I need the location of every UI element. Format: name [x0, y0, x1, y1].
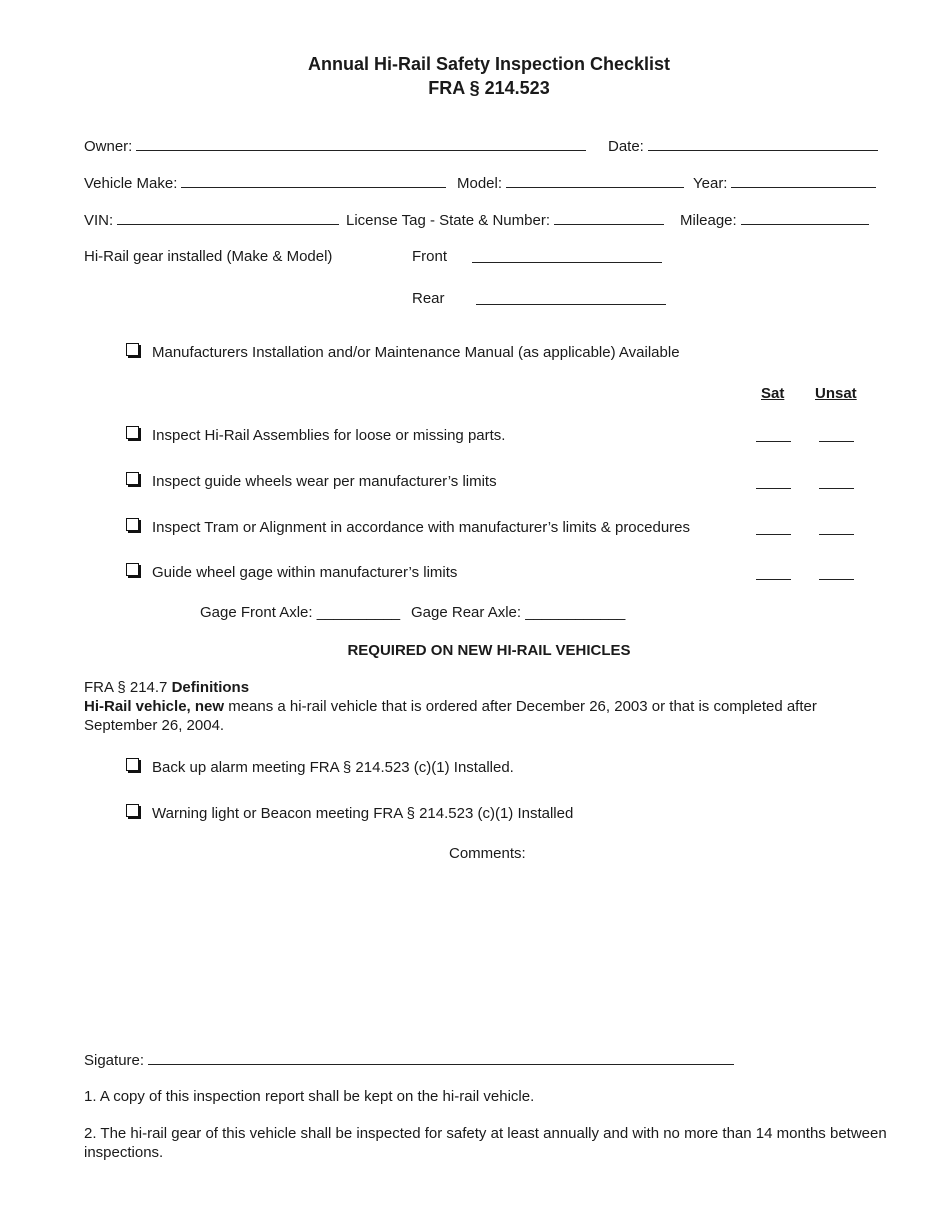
unsat-blank[interactable] — [819, 578, 854, 580]
unsat-blank[interactable] — [819, 440, 854, 442]
vin-label: VIN: — [84, 212, 114, 229]
backup-alarm-checkbox[interactable] — [126, 758, 139, 771]
rear-input-line[interactable] — [476, 304, 666, 305]
definition-term: Hi-Rail vehicle, new — [84, 698, 225, 715]
checklist-checkbox[interactable] — [126, 518, 139, 531]
required-heading: REQUIRED ON NEW HI-RAIL VEHICLES — [347, 642, 631, 659]
gage-rear-axle: Gage Rear Axle: ____________ — [411, 604, 626, 621]
comments-label: Comments: — [449, 845, 526, 862]
mileage-input-line[interactable] — [741, 210, 869, 225]
date-input-line[interactable] — [648, 136, 878, 151]
vehicle-make-input-line[interactable] — [181, 173, 446, 188]
year-input-line[interactable] — [731, 173, 876, 188]
unsat-blank[interactable] — [819, 487, 854, 489]
definition-paragraph — [84, 697, 874, 735]
backup-alarm-label: Back up alarm meeting FRA § 214.523 (c)(1) Installed. — [152, 759, 514, 776]
signature-label: Sigature: — [84, 1052, 145, 1069]
signature-input-line[interactable] — [148, 1050, 734, 1065]
mileage-label: Mileage: — [680, 212, 737, 229]
model-label: Model: — [457, 175, 503, 192]
definitions-heading — [84, 679, 249, 696]
unsat-column-header: Unsat — [815, 385, 857, 402]
license-tag-label: License Tag - State & Number: — [346, 212, 550, 229]
manual-checkbox[interactable] — [126, 343, 139, 356]
vin-input-line[interactable] — [117, 210, 339, 225]
page-title: Annual Hi-Rail Safety Inspection Checklist — [307, 54, 671, 74]
warning-light-checkbox[interactable] — [126, 804, 139, 817]
comments-area[interactable] — [84, 870, 884, 1030]
definitions-label: Definitions — [171, 679, 250, 696]
signature-field — [84, 1050, 734, 1069]
owner-field — [84, 136, 586, 155]
sat-column-header: Sat — [761, 385, 785, 402]
license-tag-field — [346, 210, 664, 229]
front-label: Front — [412, 248, 448, 265]
sat-blank[interactable] — [756, 440, 791, 442]
page-subtitle: FRA § 214.523 — [428, 78, 550, 98]
vehicle-make-label: Vehicle Make: — [84, 175, 178, 192]
license-tag-input-line[interactable] — [554, 210, 664, 225]
owner-label: Owner: — [84, 138, 133, 155]
manual-item-label: Manufacturers Installation and/or Maintenance Manual (as applicable) Available — [152, 344, 680, 361]
checklist-checkbox[interactable] — [126, 426, 139, 439]
year-label: Year: — [693, 175, 728, 192]
definitions-prefix: FRA § 214.7 — [84, 679, 172, 696]
model-input-line[interactable] — [506, 173, 684, 188]
note-1: 1. A copy of this inspection report shall be kept on the hi-rail vehicle. — [84, 1088, 535, 1105]
year-field — [693, 173, 876, 192]
sat-blank[interactable] — [756, 487, 791, 489]
definition-text: means a hi-rail vehicle that is ordered after December 26, 2003 or that is completed after September 26, 2004. — [84, 698, 817, 734]
model-field — [457, 173, 684, 192]
unsat-blank[interactable] — [819, 533, 854, 535]
date-field — [608, 136, 878, 155]
gear-installed-label: Hi-Rail gear installed (Make & Model) — [84, 248, 333, 265]
date-label: Date: — [608, 138, 644, 155]
checklist-item-label: Inspect Tram or Alignment in accordance with manufacturer’s limits & procedures — [152, 519, 691, 536]
sat-blank[interactable] — [756, 578, 791, 580]
checklist-item-label: Guide wheel gage within manufacturer’s limits — [152, 564, 458, 581]
sat-blank[interactable] — [756, 533, 791, 535]
checklist-checkbox[interactable] — [126, 472, 139, 485]
owner-input-line[interactable] — [136, 136, 586, 151]
note-2: 2. The hi-rail gear of this vehicle shall be inspected for safety at least annually and with no more than 14 months between inspections. — [84, 1125, 887, 1161]
checklist-item-label: Inspect guide wheels wear per manufacturer’s limits — [152, 473, 497, 490]
mileage-field — [680, 210, 869, 229]
front-input-line[interactable] — [472, 262, 662, 263]
vehicle-make-field — [84, 173, 446, 192]
rear-label: Rear — [412, 290, 445, 307]
gage-front-axle: Gage Front Axle: __________ — [200, 604, 401, 621]
checklist-item-label: Inspect Hi-Rail Assemblies for loose or missing parts. — [152, 427, 506, 444]
vin-field — [84, 210, 339, 229]
warning-light-label: Warning light or Beacon meeting FRA § 214.523 (c)(1) Installed — [152, 805, 574, 822]
checklist-checkbox[interactable] — [126, 563, 139, 576]
